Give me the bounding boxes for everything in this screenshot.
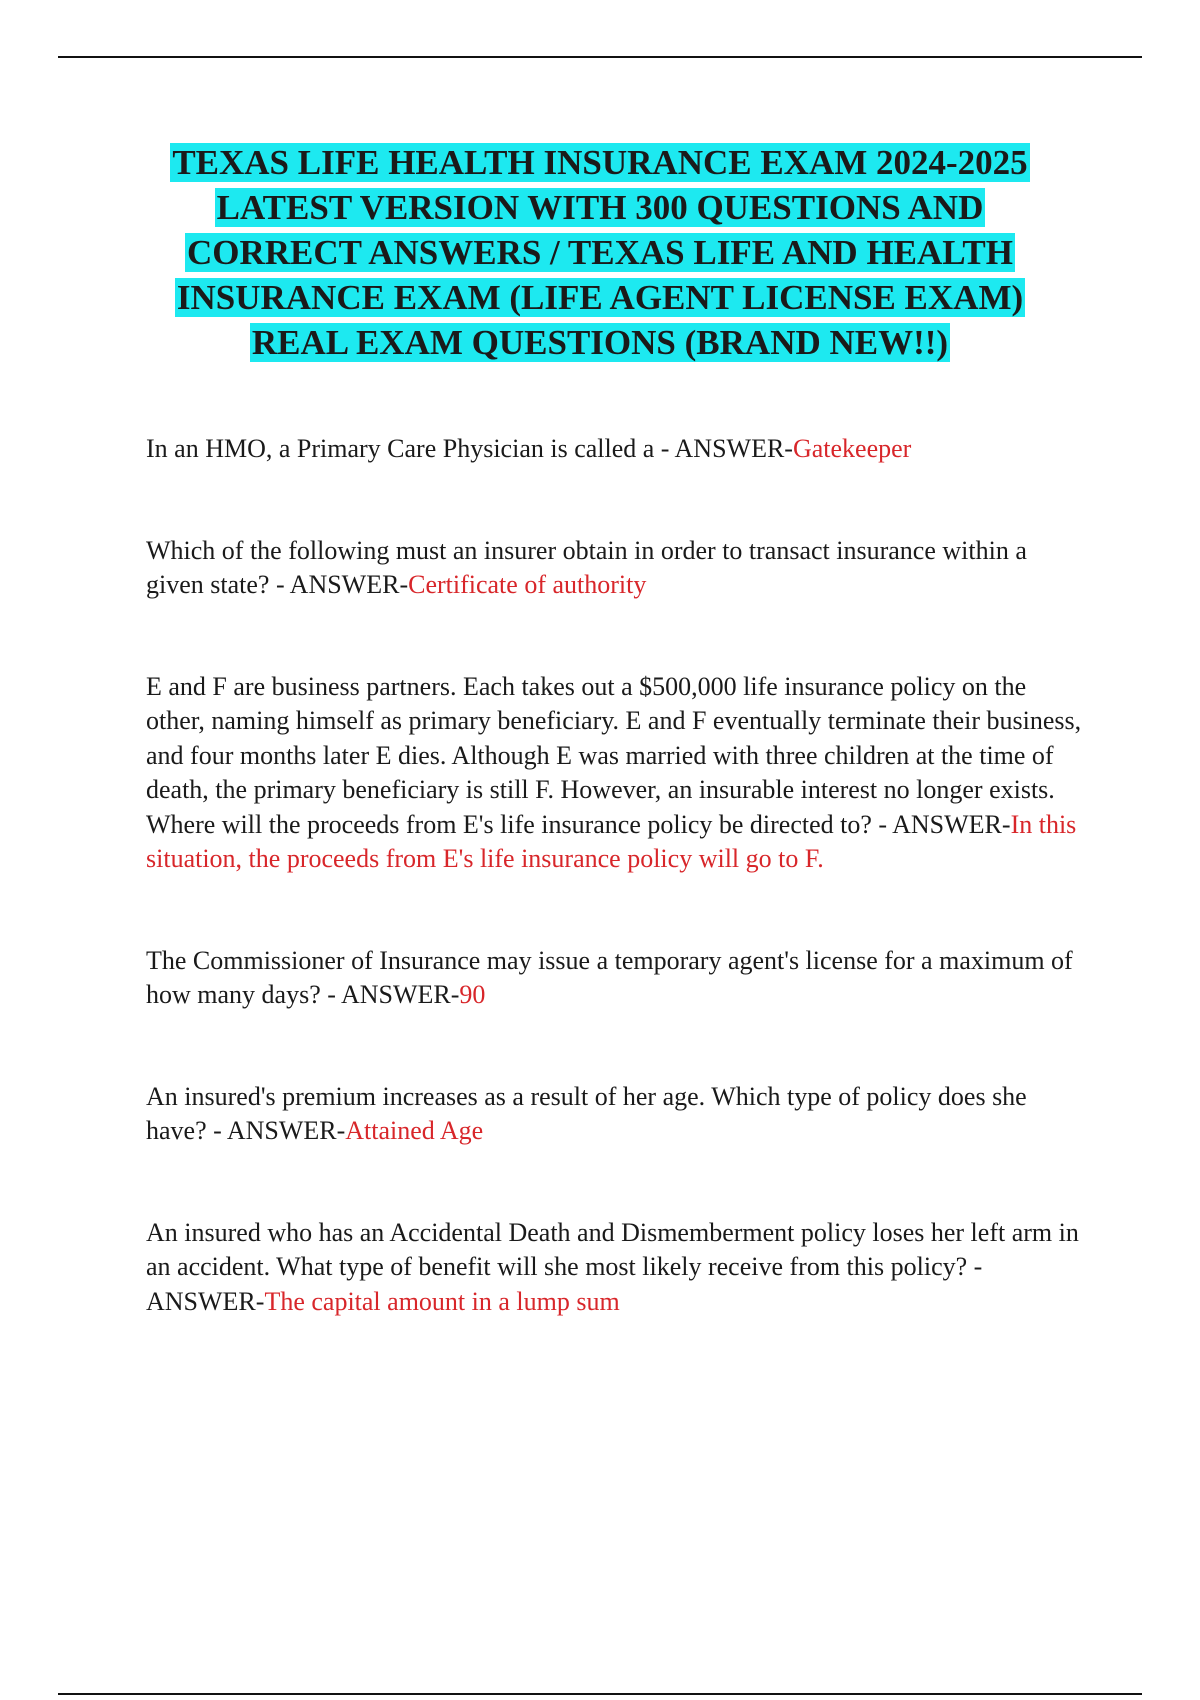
top-rule bbox=[58, 56, 1142, 58]
qa-item bbox=[146, 670, 1086, 877]
question-text: An insured's premium increases as a result of her age. Which type of policy does she have? - ANSWER- bbox=[146, 1081, 1027, 1145]
title-line: LATEST VERSION WITH 300 QUESTIONS AND bbox=[216, 188, 984, 227]
qa-item bbox=[146, 1216, 1086, 1320]
answer-text: Attained Age bbox=[345, 1116, 484, 1145]
title-line: INSURANCE EXAM (LIFE AGENT LICENSE EXAM) bbox=[176, 278, 1024, 317]
title-line: TEXAS LIFE HEALTH INSURANCE EXAM 2024-2025 bbox=[172, 143, 1028, 182]
title-line: CORRECT ANSWERS / TEXAS LIFE AND HEALTH bbox=[187, 233, 1013, 272]
qa-item bbox=[146, 1080, 1086, 1149]
answer-text: The capital amount in a lump sum bbox=[264, 1286, 620, 1316]
question-text: In an HMO, a Primary Care Physician is called a - ANSWER- bbox=[146, 434, 793, 463]
qa-item bbox=[146, 432, 1086, 467]
question-text: Which of the following must an insurer obtain in order to transact insurance within a given state? - ANSWER- bbox=[146, 535, 1027, 599]
answer-text: Gatekeeper bbox=[792, 434, 912, 463]
question-text: The Commissioner of Insurance may issue a temporary agent's license for a maximum of how many days? - ANSWER- bbox=[146, 945, 1073, 1009]
question-text: An insured who has an Accidental Death and Dismemberment policy loses her left arm in an accident. What type of benefit will she most likely receive from this policy? - ANSWER- bbox=[146, 1217, 1079, 1316]
document-title bbox=[80, 140, 1120, 365]
answer-text: Certificate of authority bbox=[408, 570, 647, 599]
qa-list bbox=[146, 432, 1086, 1319]
answer-text: 90 bbox=[459, 980, 486, 1009]
qa-item bbox=[146, 534, 1086, 603]
qa-item bbox=[146, 944, 1086, 1013]
title-line: REAL EXAM QUESTIONS (BRAND NEW!!) bbox=[251, 323, 949, 362]
question-text: E and F are business partners. Each takes out a $500,000 life insurance policy on the other, naming himself as primary beneficiary. E and F eventually terminate their business, and four months later E dies. Although E was married with three children at the time of death, the primary beneficiary is still F. However, an insurable interest no longer exists. Where will the proceeds from E's life insurance policy be directed to? - ANSWER- bbox=[146, 671, 1082, 839]
answer-text: In this situation, the proceeds from E's life insurance policy will go to F. bbox=[146, 809, 1077, 873]
bottom-rule bbox=[58, 1693, 1142, 1695]
